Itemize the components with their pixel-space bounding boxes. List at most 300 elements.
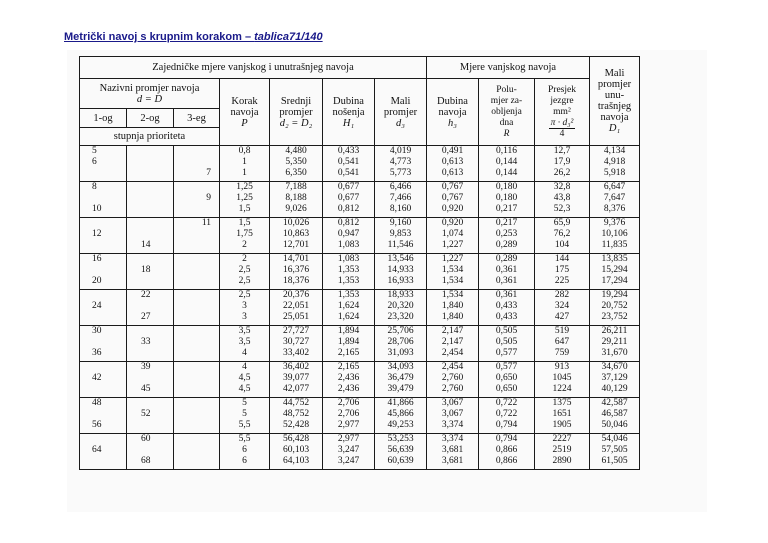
- mean-diameter-cell: [270, 290, 323, 326]
- cell-value: 1,5: [238, 218, 251, 228]
- cell-value: 2,165: [337, 362, 360, 372]
- pitch-cell: [220, 326, 270, 362]
- cell-value: 26,211: [601, 326, 628, 336]
- bearing-depth-cell: [323, 398, 375, 434]
- inner-minor-diameter-cell: [590, 182, 640, 218]
- cell-value: 48,752: [282, 409, 310, 419]
- cell-value: [141, 168, 173, 179]
- nominal-priority-2-cell: [127, 326, 174, 362]
- cell-value: 45,866: [387, 409, 414, 419]
- cell-value: 0,505: [495, 326, 518, 336]
- nominal-priority-3-cell: [174, 362, 220, 398]
- cell-value: 12,701: [282, 240, 310, 250]
- inner-minor-diameter-cell: [590, 146, 640, 182]
- thread-depth-cell: [427, 434, 479, 470]
- cell-value: 5,5: [238, 434, 251, 444]
- inner-minor-diameter-cell: [590, 362, 640, 398]
- cell-value: 0,361: [495, 290, 518, 300]
- inner-minor-diameter-cell: [590, 434, 640, 470]
- root-radius-cell: [479, 182, 535, 218]
- cell-value: 1,25: [236, 193, 253, 203]
- cell-value: 1: [242, 157, 247, 167]
- cell-value: 31,093: [387, 348, 414, 358]
- cell-value: 1,534: [441, 265, 464, 275]
- cell-value: 14: [141, 240, 151, 250]
- cell-value: 324: [554, 301, 570, 311]
- header-core-section: Presjek jezgre mm² $\frac{\text{π · d₃²}}{4}$: [535, 79, 590, 146]
- cell-value: 5,5: [238, 420, 251, 430]
- bearing-depth-cell: [323, 182, 375, 218]
- cell-value: 44,752: [282, 398, 310, 408]
- cell-value: 3: [242, 312, 247, 322]
- cell-value: 3,067: [441, 409, 464, 419]
- cell-value: 56: [92, 420, 102, 430]
- cell-value: 23,320: [387, 312, 414, 322]
- cell-value: 4,134: [603, 146, 626, 156]
- cell-value: 1905: [552, 420, 572, 430]
- cell-value: 0,8: [238, 146, 251, 156]
- header-priority-2: 2-og: [127, 109, 174, 128]
- cell-value: 6,647: [603, 182, 626, 192]
- cell-value: 36,402: [282, 362, 310, 372]
- cell-value: [174, 182, 211, 193]
- nominal-priority-3-cell: [174, 290, 220, 326]
- table-row: [80, 398, 640, 434]
- cell-value: [174, 456, 211, 467]
- cell-value: 0,812: [337, 218, 360, 228]
- minor-diameter-cell: [375, 146, 427, 182]
- cell-value: 0,433: [495, 301, 518, 311]
- table-row: [80, 290, 640, 326]
- nominal-priority-1-cell: [80, 326, 127, 362]
- table-row: [80, 218, 640, 254]
- cell-value: 31,670: [601, 348, 628, 358]
- header-common: Zajedničke mjere vanjskog i unutrašnjeg navoja: [80, 57, 427, 79]
- cell-value: 25,051: [282, 312, 310, 322]
- minor-diameter-cell: [375, 398, 427, 434]
- cell-value: 17,294: [601, 276, 628, 286]
- core-section-cell: [535, 290, 590, 326]
- scanned-table-image: [67, 50, 707, 512]
- cell-value: 19,294: [601, 290, 628, 300]
- section-formula: $\frac{\text{π · d₃²}}{4}$: [550, 118, 574, 139]
- cell-value: [141, 301, 173, 312]
- nominal-priority-3-cell: [174, 218, 220, 254]
- cell-value: 2,147: [441, 337, 464, 347]
- core-section-cell: [535, 254, 590, 290]
- cell-value: 2,760: [441, 373, 464, 383]
- cell-value: 40,129: [601, 384, 628, 394]
- cell-value: 3,5: [238, 337, 251, 347]
- cell-value: 0,920: [441, 204, 464, 214]
- cell-value: 1,840: [441, 301, 464, 311]
- cell-value: 1,083: [337, 240, 360, 250]
- mean-diameter-cell: [270, 182, 323, 218]
- cell-value: [141, 193, 173, 204]
- cell-value: [92, 362, 126, 373]
- cell-value: 3,247: [337, 456, 360, 466]
- nominal-priority-1-cell: [80, 218, 127, 254]
- cell-value: 0,289: [495, 240, 518, 250]
- mean-diameter-cell: [270, 434, 323, 470]
- mean-diameter-cell: [270, 254, 323, 290]
- cell-value: 36,479: [387, 373, 414, 383]
- cell-value: 39,479: [387, 384, 414, 394]
- mean-diameter-cell: [270, 146, 323, 182]
- cell-value: 282: [554, 290, 570, 300]
- table-body: [80, 146, 640, 470]
- cell-value: 39: [141, 362, 151, 372]
- cell-value: 2,454: [441, 348, 464, 358]
- inner-minor-diameter-cell: [590, 290, 640, 326]
- cell-value: 52,3: [553, 204, 571, 214]
- cell-value: 0,180: [495, 182, 518, 192]
- cell-value: 5,350: [285, 157, 307, 167]
- cell-value: 1,227: [441, 240, 464, 250]
- cell-value: 6,350: [285, 168, 307, 178]
- cell-value: 0,253: [495, 229, 518, 239]
- cell-value: 28,706: [387, 337, 414, 347]
- cell-value: 9,160: [389, 218, 412, 228]
- cell-value: 65,9: [553, 218, 571, 228]
- core-section-cell: [535, 182, 590, 218]
- page-heading: [64, 31, 323, 43]
- cell-value: 16: [92, 254, 102, 264]
- core-section-cell: [535, 326, 590, 362]
- cell-value: 1: [242, 168, 247, 178]
- cell-value: [92, 218, 126, 229]
- nominal-priority-1-cell: [80, 398, 127, 434]
- cell-value: 1,25: [236, 182, 253, 192]
- cell-value: 0,361: [495, 265, 518, 275]
- cell-value: 56,428: [282, 434, 310, 444]
- thread-depth-cell: [427, 326, 479, 362]
- cell-value: [174, 157, 211, 168]
- cell-value: 11,546: [387, 240, 414, 250]
- inner-minor-diameter-cell: [590, 398, 640, 434]
- minor-diameter-cell: [375, 326, 427, 362]
- cell-value: [92, 240, 126, 251]
- cell-value: 3,5: [238, 326, 251, 336]
- cell-value: 5: [92, 146, 97, 156]
- nominal-priority-1-cell: [80, 254, 127, 290]
- cell-value: 10,106: [601, 229, 628, 239]
- mean-diameter-cell: [270, 326, 323, 362]
- pitch-cell: [220, 398, 270, 434]
- cell-value: 5,773: [389, 168, 412, 178]
- cell-value: 0,794: [495, 420, 518, 430]
- bearing-depth-cell: [323, 326, 375, 362]
- nominal-priority-1-cell: [80, 182, 127, 218]
- cell-value: 10,026: [282, 218, 310, 228]
- mean-diameter-cell: [270, 398, 323, 434]
- header-nominal: Nazivni promjer navoja d = D: [80, 79, 220, 109]
- cell-value: 6,466: [389, 182, 412, 192]
- core-section-cell: [535, 434, 590, 470]
- cell-value: 5: [242, 409, 247, 419]
- nominal-priority-1-cell: [80, 146, 127, 182]
- cell-value: [141, 398, 173, 409]
- cell-value: [174, 362, 211, 373]
- cell-value: [141, 204, 173, 215]
- cell-value: [141, 276, 173, 287]
- bearing-depth-cell: [323, 218, 375, 254]
- cell-value: 7,188: [285, 182, 307, 192]
- cell-value: 50,046: [601, 420, 628, 430]
- cell-value: 60: [141, 434, 151, 444]
- cell-value: 49,253: [387, 420, 414, 430]
- pitch-cell: [220, 254, 270, 290]
- cell-value: 2,454: [441, 362, 464, 372]
- cell-value: 1,624: [337, 312, 360, 322]
- pitch-cell: [220, 290, 270, 326]
- nominal-priority-2-cell: [127, 290, 174, 326]
- cell-value: 18: [141, 265, 151, 275]
- nominal-priority-3-cell: [174, 254, 220, 290]
- header-bearing-depth: Dubina nošenja H₁: [323, 79, 375, 146]
- minor-diameter-cell: [375, 290, 427, 326]
- cell-value: 34,093: [387, 362, 414, 372]
- cell-value: 7,466: [389, 193, 412, 203]
- minor-diameter-cell: [375, 362, 427, 398]
- cell-value: [92, 312, 126, 323]
- cell-value: 10: [92, 204, 102, 214]
- header-external: Mjere vanjskog navoja: [427, 57, 590, 79]
- table-row: [80, 326, 640, 362]
- cell-value: 45: [141, 384, 151, 394]
- cell-value: [174, 445, 211, 456]
- cell-value: 46,587: [601, 409, 628, 419]
- cell-value: [174, 290, 211, 301]
- nominal-priority-3-cell: [174, 434, 220, 470]
- cell-value: 1,534: [441, 290, 464, 300]
- cell-value: [174, 420, 211, 431]
- pitch-cell: [220, 146, 270, 182]
- cell-value: [174, 240, 211, 251]
- inner-minor-diameter-cell: [590, 326, 640, 362]
- cell-value: 30: [92, 326, 102, 336]
- root-radius-cell: [479, 218, 535, 254]
- mean-diameter-cell: [270, 362, 323, 398]
- table-row: [80, 434, 640, 470]
- root-radius-cell: [479, 146, 535, 182]
- cell-value: 1651: [552, 409, 572, 419]
- cell-value: 1,894: [337, 326, 360, 336]
- nominal-priority-2-cell: [127, 218, 174, 254]
- cell-value: 18,376: [282, 276, 310, 286]
- cell-value: 12,7: [553, 146, 571, 156]
- table-row: [80, 182, 640, 218]
- nominal-priority-2-cell: [127, 398, 174, 434]
- cell-value: 0,505: [495, 337, 518, 347]
- nominal-priority-2-cell: [127, 182, 174, 218]
- cell-value: 2,5: [238, 290, 251, 300]
- heading-title: Metrički navoj s krupnim korakom –: [64, 31, 255, 43]
- cell-value: 2,165: [337, 348, 360, 358]
- inner-minor-diameter-cell: [590, 218, 640, 254]
- cell-value: 22: [141, 290, 151, 300]
- cell-value: [141, 326, 173, 337]
- cell-value: [92, 265, 126, 276]
- cell-value: 4,019: [389, 146, 412, 156]
- bearing-depth-cell: [323, 146, 375, 182]
- nominal-priority-2-cell: [127, 362, 174, 398]
- cell-value: 4,480: [285, 146, 307, 156]
- cell-value: 13,835: [601, 254, 628, 264]
- table-row: [80, 254, 640, 290]
- thread-depth-cell: [427, 218, 479, 254]
- cell-value: [141, 157, 173, 168]
- cell-value: 3,374: [441, 434, 464, 444]
- cell-value: 52: [141, 409, 151, 419]
- cell-value: [174, 348, 211, 359]
- nominal-priority-3-cell: [174, 146, 220, 182]
- header-inner-minor: Mali promjer unu- trašnjeg navoja D₁: [590, 57, 640, 146]
- cell-value: [174, 229, 211, 240]
- cell-value: [174, 146, 211, 157]
- cell-value: 2: [242, 254, 247, 264]
- cell-value: 0,812: [337, 204, 360, 214]
- cell-value: 104: [554, 240, 570, 250]
- cell-value: 6: [92, 157, 97, 167]
- core-section-cell: [535, 398, 590, 434]
- thread-depth-cell: [427, 146, 479, 182]
- cell-value: 53,253: [387, 434, 414, 444]
- cell-value: 1,840: [441, 312, 464, 322]
- cell-value: [174, 434, 211, 445]
- cell-value: 0,491: [441, 146, 464, 156]
- cell-value: 61,505: [601, 456, 628, 466]
- cell-value: 48: [92, 398, 102, 408]
- cell-value: 34,670: [601, 362, 628, 372]
- minor-diameter-cell: [375, 254, 427, 290]
- cell-value: 14,701: [282, 254, 310, 264]
- cell-value: 0,289: [495, 254, 518, 264]
- header-priority-label: stupnja prioriteta: [80, 128, 220, 146]
- cell-value: 913: [554, 362, 570, 372]
- cell-value: 1224: [552, 384, 572, 394]
- cell-value: [141, 420, 173, 431]
- cell-value: 1,353: [337, 276, 360, 286]
- cell-value: 2,977: [337, 434, 360, 444]
- cell-value: 9,376: [603, 218, 626, 228]
- header-priority-1: 1-og: [80, 109, 127, 128]
- cell-value: 32,8: [553, 182, 571, 192]
- cell-value: 20: [92, 276, 102, 286]
- cell-value: 1,353: [337, 290, 360, 300]
- cell-value: 0,541: [337, 168, 360, 178]
- cell-value: [174, 398, 211, 409]
- nominal-priority-3-cell: [174, 398, 220, 434]
- thread-depth-cell: [427, 362, 479, 398]
- cell-value: [92, 337, 126, 348]
- cell-value: 0,920: [441, 218, 464, 228]
- cell-value: 11: [201, 218, 211, 228]
- core-section-cell: [535, 362, 590, 398]
- cell-value: 0,577: [495, 348, 518, 358]
- cell-value: [174, 204, 211, 215]
- bearing-depth-cell: [323, 362, 375, 398]
- cell-value: 3,681: [441, 456, 464, 466]
- cell-value: 4: [242, 362, 247, 372]
- table-row: [80, 146, 640, 182]
- cell-value: [174, 373, 211, 384]
- nominal-priority-1-cell: [80, 362, 127, 398]
- header-mean-diameter: Srednji promjer d₂ = D₂: [270, 79, 323, 146]
- cell-value: 16,933: [387, 276, 414, 286]
- cell-value: 2,706: [337, 409, 360, 419]
- cell-value: 6: [242, 456, 247, 466]
- cell-value: 519: [554, 326, 570, 336]
- cell-value: [174, 276, 211, 287]
- nominal-priority-3-cell: [174, 182, 220, 218]
- header-root-radius: Polu- mjer za- obljenja dna R: [479, 79, 535, 146]
- cell-value: 144: [554, 254, 570, 264]
- cell-value: 1,75: [236, 229, 253, 239]
- cell-value: 0,217: [495, 204, 518, 214]
- cell-value: 33,402: [282, 348, 310, 358]
- cell-value: [174, 337, 211, 348]
- cell-value: 24: [92, 301, 102, 311]
- cell-value: 11,835: [601, 240, 628, 250]
- cell-value: 1045: [552, 373, 572, 383]
- cell-value: [174, 301, 211, 312]
- header-pitch: Korak navoja P: [220, 79, 270, 146]
- cell-value: 4,773: [389, 157, 412, 167]
- cell-value: 57,505: [601, 445, 628, 455]
- cell-value: 13,546: [387, 254, 414, 264]
- root-radius-cell: [479, 398, 535, 434]
- cell-value: 27,727: [282, 326, 310, 336]
- cell-value: 25,706: [387, 326, 414, 336]
- nominal-priority-2-cell: [127, 254, 174, 290]
- cell-value: 37,129: [601, 373, 628, 383]
- cell-value: 7: [206, 168, 211, 178]
- cell-value: 43,8: [553, 193, 571, 203]
- cell-value: 52,428: [282, 420, 310, 430]
- cell-value: 0,650: [495, 373, 518, 383]
- cell-value: 0,677: [337, 182, 360, 192]
- root-radius-cell: [479, 326, 535, 362]
- cell-value: [92, 290, 126, 301]
- cell-value: 1,534: [441, 276, 464, 286]
- bearing-depth-cell: [323, 434, 375, 470]
- header-minor-diameter: Mali promjer d₃: [375, 79, 427, 146]
- cell-value: 64: [92, 445, 102, 455]
- cell-value: 759: [554, 348, 570, 358]
- cell-value: 3,067: [441, 398, 464, 408]
- cell-value: 1,353: [337, 265, 360, 275]
- cell-value: 16,376: [282, 265, 310, 275]
- cell-value: 20,320: [387, 301, 414, 311]
- cell-value: 60,639: [387, 456, 414, 466]
- header-thread-depth: Dubina navoja h₃: [427, 79, 479, 146]
- cell-value: 1,5: [238, 204, 251, 214]
- cell-value: 0,144: [495, 157, 518, 167]
- nominal-priority-2-cell: [127, 434, 174, 470]
- table-header: [80, 57, 640, 146]
- cell-value: 5: [242, 398, 247, 408]
- core-section-cell: [535, 218, 590, 254]
- nominal-priority-3-cell: [174, 326, 220, 362]
- root-radius-cell: [479, 254, 535, 290]
- cell-value: 427: [554, 312, 570, 322]
- cell-value: 0,866: [495, 445, 518, 455]
- cell-value: [92, 384, 126, 395]
- cell-value: 29,211: [601, 337, 628, 347]
- cell-value: 39,077: [282, 373, 310, 383]
- cell-value: 0,180: [495, 193, 518, 203]
